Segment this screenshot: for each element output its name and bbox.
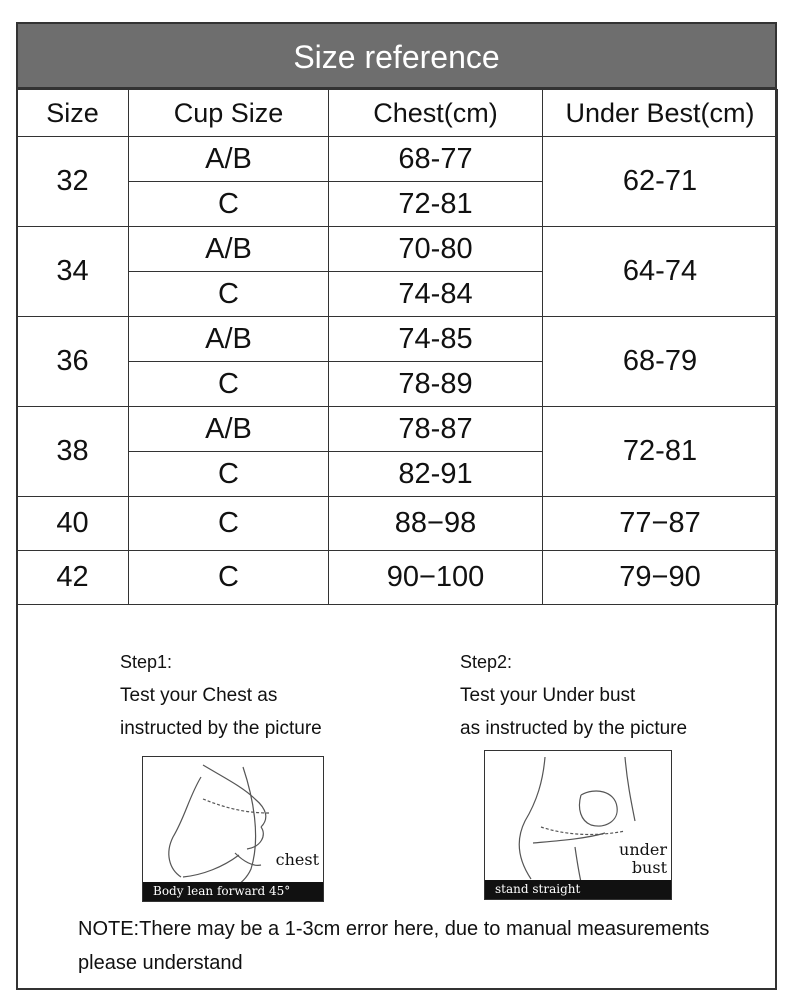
under-bust-cell: 77−87 [543,497,778,551]
step2-line2: as instructed by the picture [460,718,688,739]
cup-cell: A/B [129,407,329,452]
chart-title: Size reference [16,22,777,89]
note-line1: NOTE:There may be a 1-3cm error here, due to manual measurements [78,918,710,940]
table-header-row [17,90,778,137]
size-table [16,89,778,605]
under-bust-caption: stand straight [485,880,671,899]
size-cell: 42 [17,551,129,605]
cup-cell: C [129,182,329,227]
cup-cell: C [129,272,329,317]
under-bust-measurement-illustration [484,750,672,900]
step1-line2: instructed by the picture [120,718,322,739]
chest-measurement-illustration [142,756,324,902]
table-row [17,227,778,272]
step1-line1: Test your Chest as [120,685,278,706]
bust-tag: bust [631,858,667,877]
chest-figure-icon [143,757,323,901]
chest-cell: 78-87 [329,407,543,452]
table-row [17,497,778,551]
table-row [17,137,778,182]
table-row [17,551,778,605]
chest-cell: 72-81 [329,182,543,227]
table-row [17,317,778,362]
under-tag: under [619,840,667,859]
chest-caption: Body lean forward 45° [143,882,323,901]
chest-cell: 78-89 [329,362,543,407]
chest-cell: 88−98 [329,497,543,551]
size-cell: 36 [17,317,129,407]
under-bust-cell: 64-74 [543,227,778,317]
step1-text [120,646,322,745]
cup-cell: C [129,452,329,497]
size-cell: 32 [17,137,129,227]
cup-cell: C [129,551,329,605]
chest-tag: chest [275,850,319,869]
measurement-instructions [16,628,777,990]
size-cell: 38 [17,407,129,497]
cup-cell: C [129,362,329,407]
header-under-bust: Under Best(cm) [543,90,778,137]
note-text [78,912,758,980]
under-bust-cell: 79−90 [543,551,778,605]
under-bust-cell: 72-81 [543,407,778,497]
cup-cell: A/B [129,227,329,272]
step2-line1: Test your Under bust [460,685,636,706]
chest-cell: 74-84 [329,272,543,317]
header-cup-size: Cup Size [129,90,329,137]
note-line2: please understand [78,952,243,974]
chest-cell: 90−100 [329,551,543,605]
chest-cell: 68-77 [329,137,543,182]
chest-cell: 74-85 [329,317,543,362]
size-cell: 34 [17,227,129,317]
cup-cell: A/B [129,317,329,362]
header-chest: Chest(cm) [329,90,543,137]
under-bust-cell: 68-79 [543,317,778,407]
cup-cell: A/B [129,137,329,182]
under-bust-cell: 62-71 [543,137,778,227]
chest-cell: 70-80 [329,227,543,272]
step2-label: Step2: [460,652,513,672]
chest-cell: 82-91 [329,452,543,497]
step1-label: Step1: [120,652,173,672]
table-row [17,407,778,452]
cup-cell: C [129,497,329,551]
header-size: Size [17,90,129,137]
step2-text [460,646,687,745]
size-cell: 40 [17,497,129,551]
